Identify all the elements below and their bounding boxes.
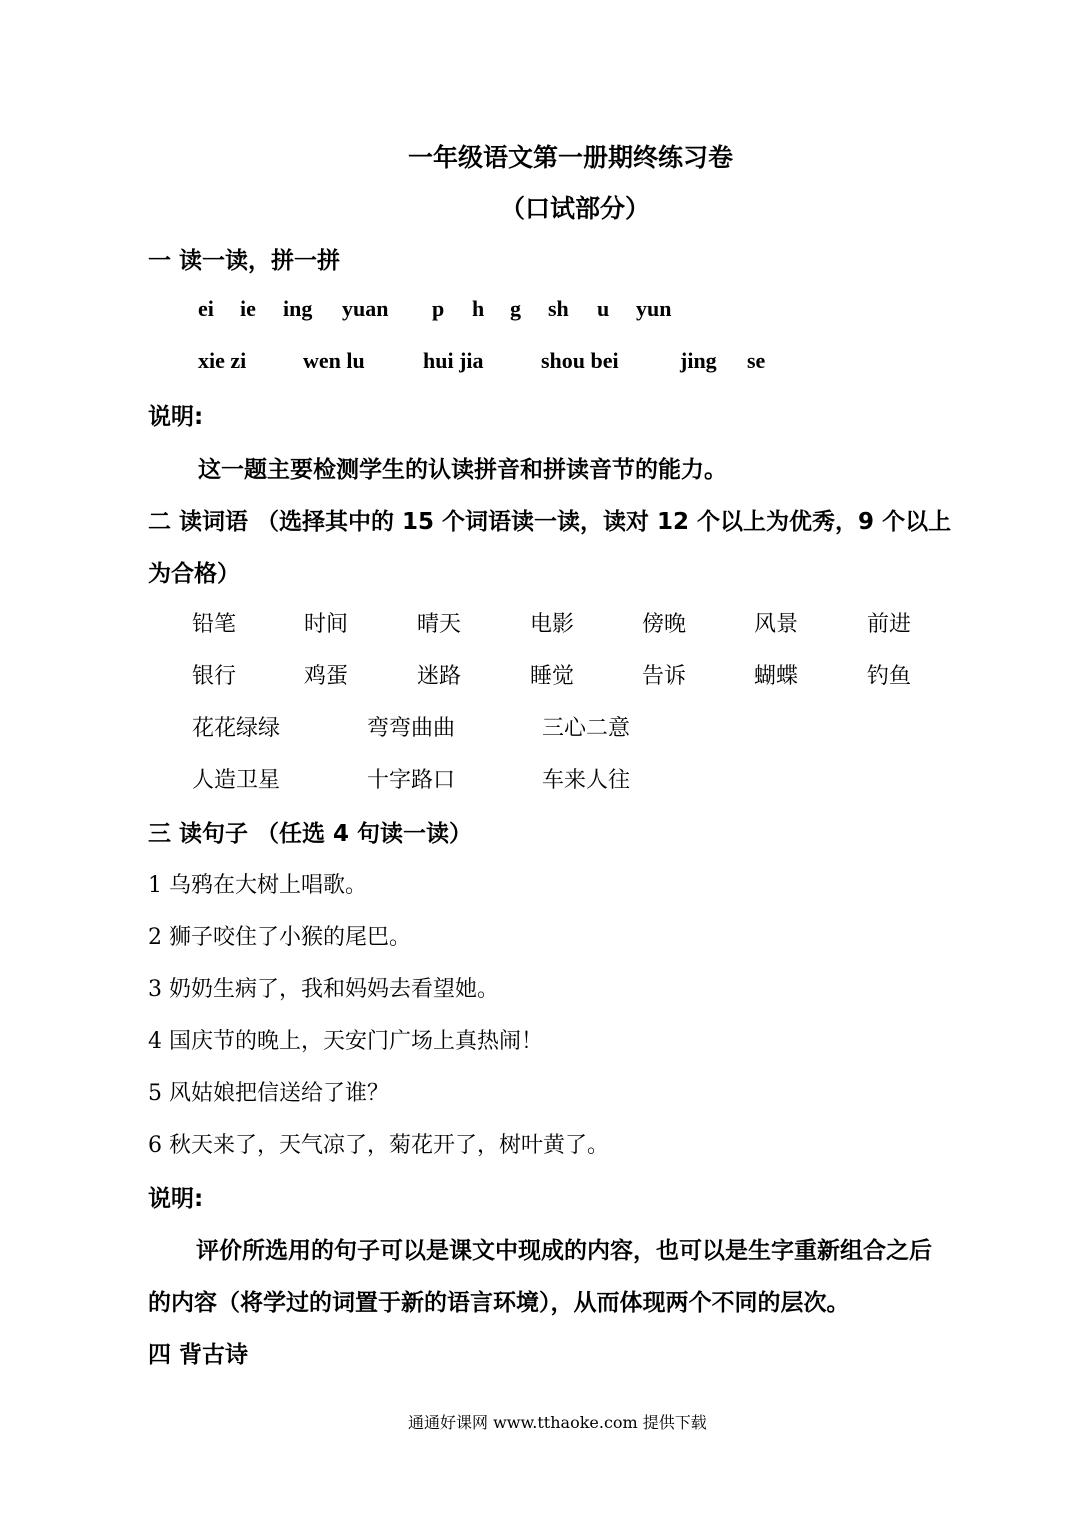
phrase-item: 弯弯曲曲	[367, 716, 456, 741]
phrase-item: 十字路口	[367, 768, 456, 793]
note-label: 说明:	[148, 404, 204, 430]
pinyin-syllable: hui jia	[423, 348, 484, 373]
note-text: 评价所选用的句子可以是课文中现成的内容，也可以是生字重新组合之后	[196, 1238, 932, 1264]
section-3-heading: 三 读句子 （任选 4 句读一读）	[148, 821, 473, 847]
pinyin-item: yun	[636, 296, 672, 321]
sentence-item: 1 乌鸦在大树上唱歌。	[148, 873, 367, 898]
page-footer: 通通好课网 www.tthaoke.com 提供下载	[408, 1413, 707, 1432]
word-item: 电影	[530, 612, 575, 637]
sentence-item: 5 风姑娘把信送给了谁？	[148, 1081, 389, 1106]
page-subtitle: （口试部分）	[500, 194, 651, 223]
word-item: 银行	[192, 664, 237, 689]
pinyin-item: p	[432, 296, 445, 321]
note-text-cont: 的内容（将学过的词置于新的语言环境），从而体现两个不同的层次。	[148, 1290, 850, 1316]
pinyin-item: h	[472, 296, 485, 321]
sentence-item: 6 秋天来了，天气凉了，菊花开了，树叶黄了。	[148, 1133, 609, 1158]
sentence-item: 4 国庆节的晚上，天安门广场上真热闹！	[148, 1029, 543, 1054]
section-2-heading: 二 读词语 （选择其中的 15 个词语读一读，读对 12 个以上为优秀，9 个以上	[148, 509, 952, 535]
word-item: 迷路	[417, 664, 462, 689]
pinyin-syllable: shou bei	[541, 348, 619, 373]
section-2-heading-cont: 为合格）	[148, 561, 240, 587]
phrase-item: 三心二意	[542, 716, 631, 741]
word-item: 铅笔	[192, 612, 237, 637]
word-item: 晴天	[417, 612, 462, 637]
phrase-item: 人造卫星	[192, 768, 281, 793]
note-label: 说明:	[148, 1186, 204, 1212]
word-item: 风景	[754, 612, 799, 637]
section-1-heading: 一 读一读，拼一拼	[148, 248, 341, 274]
phrase-item: 车来人往	[542, 768, 631, 793]
sentence-item: 2 狮子咬住了小猴的尾巴。	[148, 925, 411, 950]
pinyin-syllable: jing	[680, 348, 717, 373]
word-item: 傍晚	[642, 612, 687, 637]
pinyin-item: sh	[548, 296, 569, 321]
word-item: 鸡蛋	[304, 664, 349, 689]
pinyin-item: g	[510, 296, 521, 321]
pinyin-item: ei	[198, 296, 214, 321]
pinyin-syllable: se	[747, 348, 766, 373]
pinyin-item: ie	[240, 296, 256, 321]
word-item: 钓鱼	[867, 664, 912, 689]
word-item: 睡觉	[530, 664, 575, 689]
word-item: 蝴蝶	[754, 664, 799, 689]
word-item: 时间	[304, 612, 349, 637]
pinyin-item: u	[597, 296, 610, 321]
pinyin-syllable: wen lu	[303, 348, 365, 373]
page-title: 一年级语文第一册期终练习卷	[408, 143, 734, 172]
pinyin-syllable: xie zi	[198, 348, 247, 373]
pinyin-item: ing	[283, 296, 313, 321]
word-item: 告诉	[642, 664, 687, 689]
section-4-heading: 四 背古诗	[148, 1342, 249, 1368]
sentence-item: 3 奶奶生病了，我和妈妈去看望她。	[148, 977, 499, 1002]
phrase-item: 花花绿绿	[192, 716, 281, 741]
word-item: 前进	[867, 612, 912, 637]
note-text: 这一题主要检测学生的认读拼音和拼读音节的能力。	[198, 457, 727, 483]
pinyin-item: yuan	[342, 296, 389, 321]
